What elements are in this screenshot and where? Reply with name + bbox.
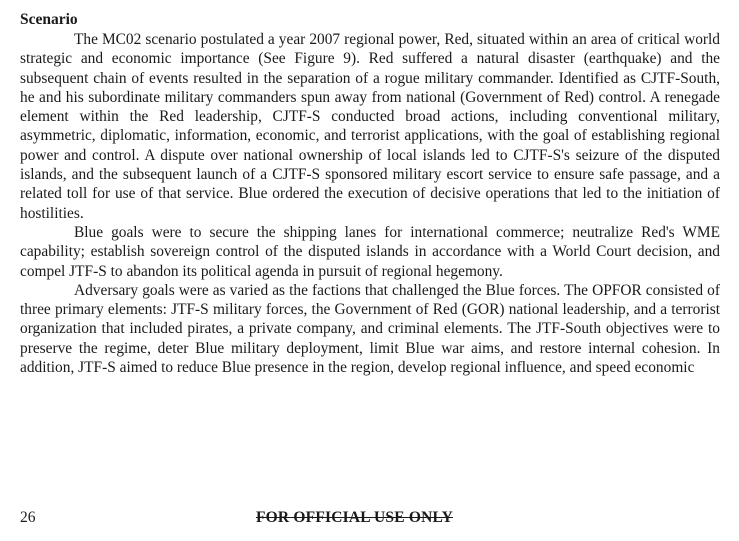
paragraph-adversary-goals: Adversary goals were as varied as the factions that challenged the Blue forces. The OPFOR consisted of three primary elements: JTF-S military forces, the Government of Red (GOR) national leadership, and a terrorist organization that included pirates, a private company, and criminal elements. The JTF-South objectives were to preserve the regime, deter Blue military deployment, limit Blue war aims, and restore internal cohesion. In addition, JTF-S aimed to reduce Blue presence in the region, develop regional influence, and speed economic	[20, 281, 720, 377]
page-number: 26	[20, 509, 36, 526]
document-page	[20, 10, 720, 377]
paragraph-scenario: The MC02 scenario postulated a year 2007 regional power, Red, situated within an area of critical world strategic and economic importance (See Figure 9). Red suffered a natural disaster (earthquake) and the subsequent chain of events resulted in the separation of a rogue military commander. Identified as CJTF-South, he and his subordinate military commanders spun away from national (Government of Red) control. A renegade element within the Red leadership, CJTF-S conducted broad actions, including conventional military, asymmetric, diplomatic, information, economic, and terrorist applications, with the goal of establishing regional power and control. A dispute over national ownership of local islands led to CJTF-S's seizure of the disputed islands, and the subsequent launch of a CJTF-S sponsored military escort service to ensure safe passage, and a related toll for use of that service. Blue ordered the execution of decisive operations that led to the initiation of hostilities.	[20, 31, 720, 222]
section-heading: Scenario	[20, 11, 78, 28]
paragraph-blue-goals: Blue goals were to secure the shipping lanes for international commerce; neutralize Red's WME capability; establish sovereign control of the disputed islands in accordance with a World Court decision, and compel JTF-S to abandon its political agenda in pursuit of regional hegemony.	[20, 223, 720, 280]
page-footer	[20, 509, 720, 531]
security-marking: FOR OFFICIAL USE ONLY	[256, 509, 453, 526]
